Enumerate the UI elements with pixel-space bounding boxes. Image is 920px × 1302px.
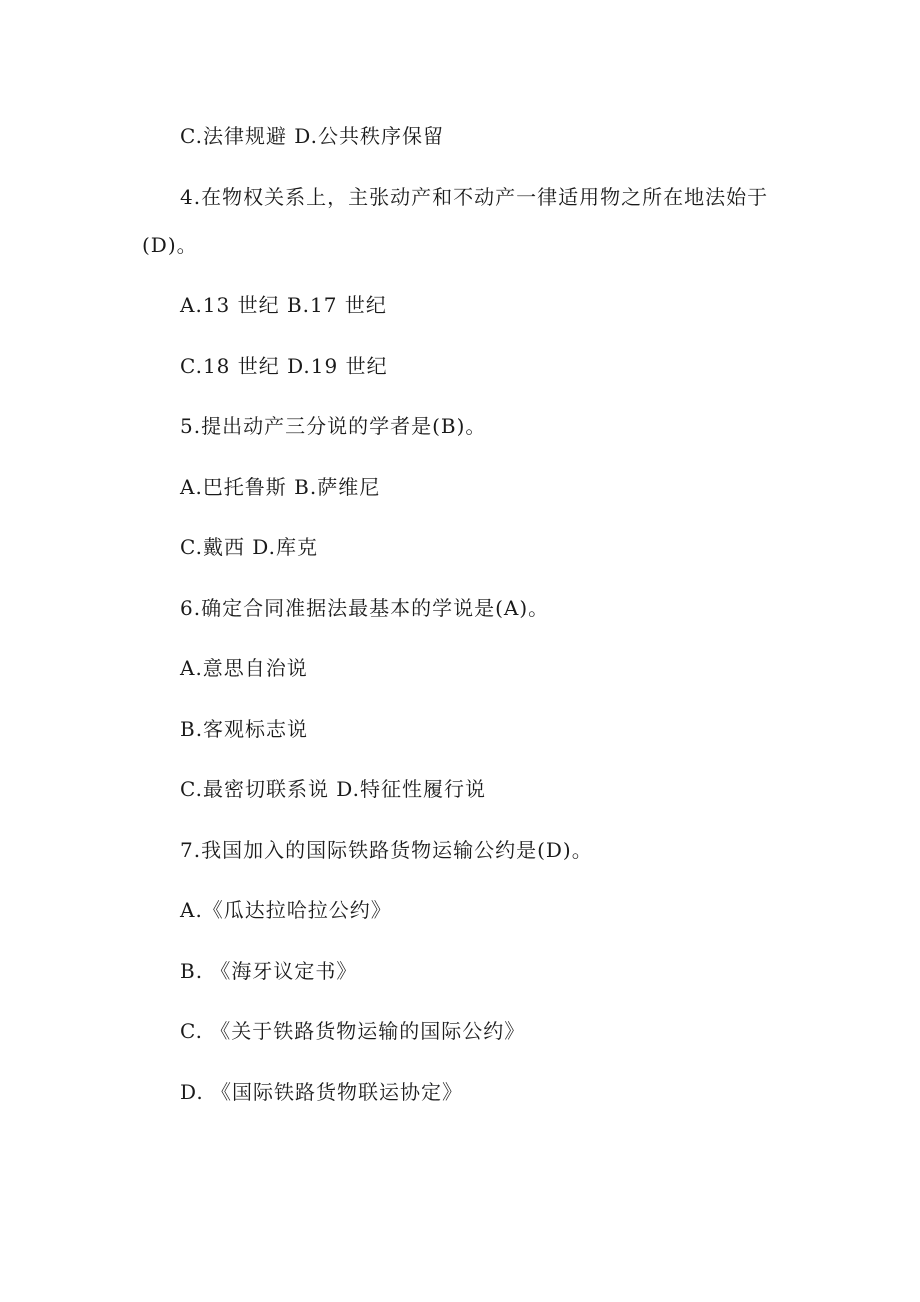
- question-4-text: 4.在物权关系上，主张动产和不动产一律适用物之所在地法始于: [180, 185, 769, 209]
- question-7-text: 7.我国加入的国际铁路货物运输公约是(D)。: [180, 838, 593, 862]
- question-4-answer: (D)。: [142, 233, 198, 257]
- option-line-q4-ab: A.13 世纪 B.17 世纪: [180, 293, 387, 317]
- question-5-text: 5.提出动产三分说的学者是(B)。: [180, 414, 487, 438]
- option-line-q4-cd: C.18 世纪 D.19 世纪: [180, 354, 388, 378]
- option-q7-a: A.《瓜达拉哈拉公约》: [180, 898, 392, 922]
- option-q7-c: C. 《关于铁路货物运输的国际公约》: [180, 1019, 526, 1043]
- option-line-q5-ab: A.巴托鲁斯 B.萨维尼: [180, 475, 381, 499]
- option-q6-a: A.意思自治说: [180, 656, 308, 680]
- question-6-text: 6.确定合同准据法最基本的学说是(A)。: [180, 596, 550, 620]
- option-line-q3-cd: C.法律规避 D.公共秩序保留: [180, 124, 444, 148]
- option-q7-b: B. 《海牙议定书》: [180, 959, 358, 983]
- option-line-q5-cd: C.戴西 D.库克: [180, 535, 318, 559]
- option-line-q6-cd: C.最密切联系说 D.特征性履行说: [180, 777, 486, 801]
- option-q6-b: B.客观标志说: [180, 717, 309, 741]
- option-q7-d: D. 《国际铁路货物联运协定》: [180, 1080, 464, 1104]
